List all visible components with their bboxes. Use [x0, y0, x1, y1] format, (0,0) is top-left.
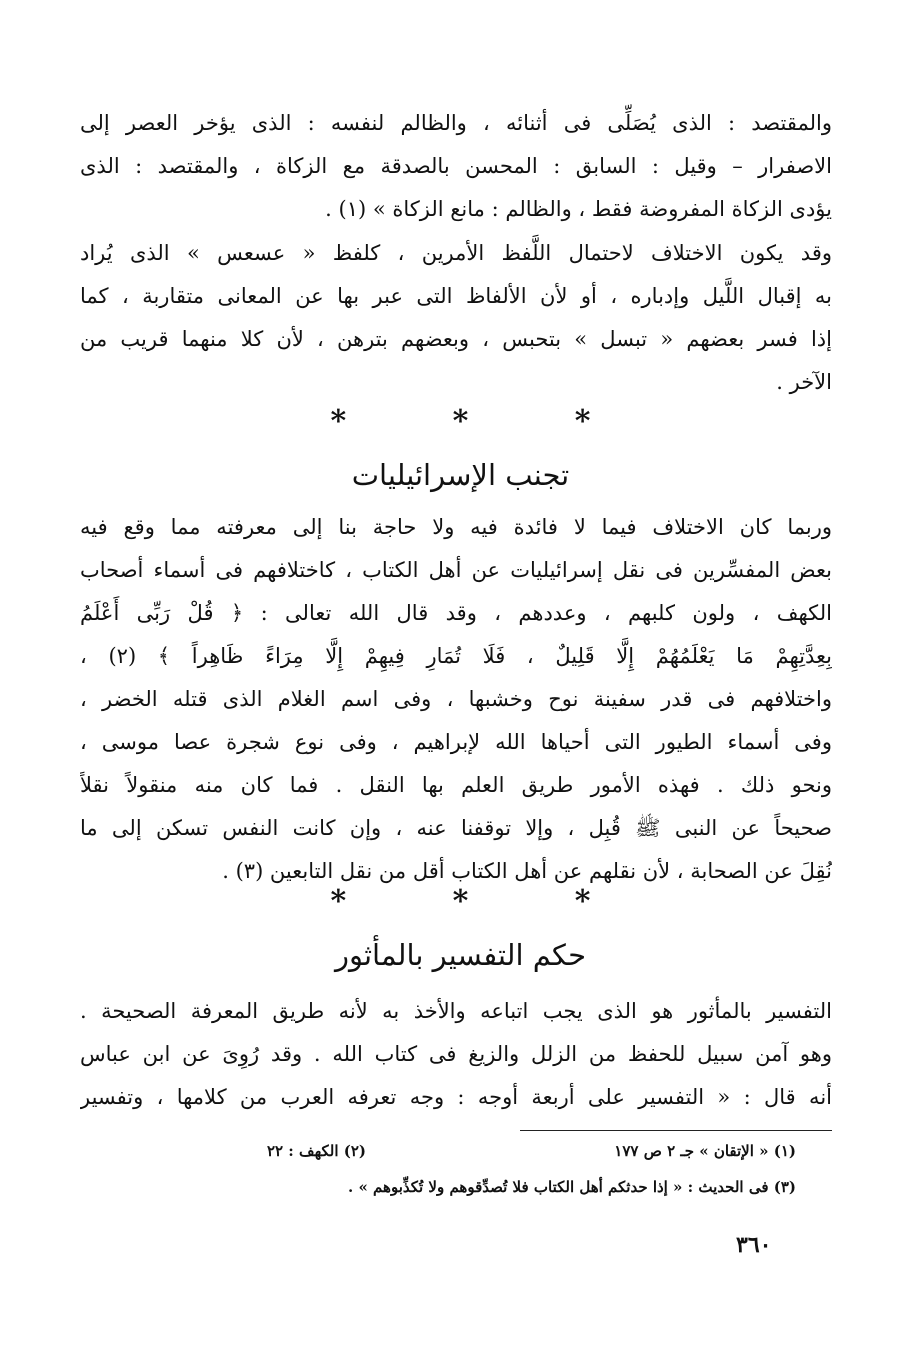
text-line: وقد يكون الاختلاف لاحتمال اللَّفظ الأمرين ، كلفظ « عسعس » الذى يُراد [80, 241, 832, 265]
text-line: بِعِدَّتِهِمْ مَا يَعْلَمُهُمْ إِلَّا قَلِيلٌ ، فَلَا تُمَارِ فِيهِمْ إِلَّا مِرَاءً ظَاهِراً ﴾ (٢) ، [80, 644, 832, 668]
page-number: ٣٦٠ [736, 1232, 772, 1258]
text-line: وفى أسماء الطيور التى أحياها الله لإبراهيم ، وفى نوع شجرة عصا موسى ، [80, 730, 832, 754]
section-separator: * * * [330, 404, 639, 439]
text-line: وهو آمن سبيل للحفظ من الزلل والزيغ فى كتاب الله . وقد رُوِىَ عن ابن عباس [80, 1042, 832, 1066]
text-line: الكهف ، ولون كلبهم ، وعددهم ، وقد قال الله تعالى : ﴿ قُلْ رَبِّى أَعْلَمُ [80, 601, 832, 625]
section-heading-israiliyyat: تجنب الإسرائيليات [351, 458, 570, 492]
text-line: ونحو ذلك . فهذه الأمور طريق العلم بها النقل . فما كان منه منقولاً نقلاً [80, 773, 832, 797]
text-line: نُقِلَ عن الصحابة ، لأن نقلهم عن أهل الكتاب أقل من نقل التابعين (٣) . [222, 859, 832, 883]
footnote-divider [520, 1130, 832, 1131]
text-line: إذا فسر بعضهم « تبسل » بتحبس ، وبعضهم بترهن ، لأن كلا منهما قريب من [80, 327, 832, 351]
text-line: بعض المفسِّرين فى نقل إسرائيليات عن أهل الكتاب ، كاختلافهم فى أسماء أصحاب [80, 558, 832, 582]
section-heading-tafsir-bil-mathur: حكم التفسير بالمأثور [334, 938, 587, 972]
footnote-3: (٣) فى الحديث : « إذا حدثكم أهل الكتاب فلا تُصدِّقوهم ولا تُكذِّبوهم » . [348, 1178, 796, 1196]
paragraph-2 [80, 232, 832, 404]
text-line: يؤدى الزكاة المفروضة فقط ، والظالم : مانع الزكاة » (١) . [325, 197, 832, 221]
text-line: صحيحاً عن النبى ﷺ قُبِل ، وإلا توقفنا عنه ، وإن كانت النفس تسكن إلى ما [80, 816, 832, 840]
text-line: به إقبال اللَّيل وإدباره ، أو لأن الألفاظ التى عبر بها عن المعانى متقاربة ، كما [80, 284, 832, 308]
text-line: أنه قال : « التفسير على أربعة أوجه : وجه تعرفه العرب من كلامها ، وتفسير [80, 1085, 832, 1109]
text-line: الاصفرار – وقيل : السابق : المحسن بالصدقة مع الزكاة ، والمقتصد : الذى [80, 154, 832, 178]
text-line: الآخر . [776, 370, 832, 394]
text-line: التفسير بالمأثور هو الذى يجب اتباعه والأخذ به لأنه طريق المعرفة الصحيحة . [80, 999, 832, 1023]
text-line: والمقتصد : الذى يُصَلِّى فى أثنائه ، والظالم لنفسه : الذى يؤخر العصر إلى [80, 111, 832, 135]
section-separator: * * * [330, 884, 639, 919]
footnote-1: (١) « الإتقان » جـ ٢ ص ١٧٧ [614, 1142, 796, 1160]
paragraph-1 [80, 102, 832, 231]
text-line: واختلافهم فى قدر سفينة نوح وخشبها ، وفى اسم الغلام الذى قتله الخضر ، [80, 687, 832, 711]
text-line: وربما كان الاختلاف فيما لا فائدة فيه ولا حاجة بنا إلى معرفته مما وقع فيه [80, 515, 832, 539]
paragraph-4 [80, 990, 832, 1119]
footnote-2: (٢) الكهف : ٢٢ [266, 1142, 366, 1160]
paragraph-3 [80, 506, 832, 893]
